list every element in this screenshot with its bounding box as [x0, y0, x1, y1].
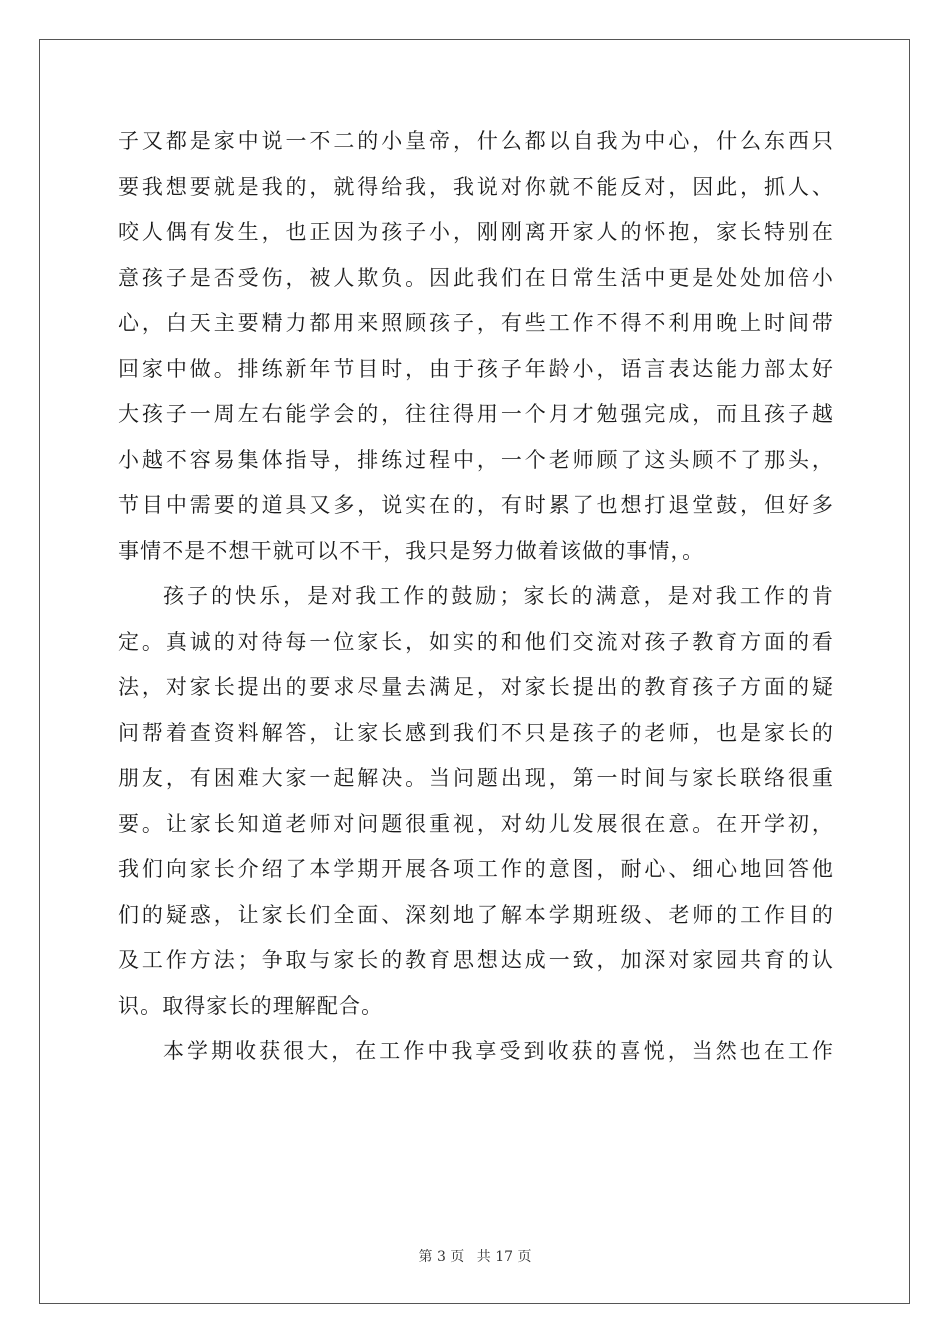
text-line: 意孩子是否受伤，被人欺负。因此我们在日常生活中更是处处加倍小 — [118, 265, 834, 290]
text-line: 法，对家长提出的要求尽量去满足，对家长提出的教育孩子方面的疑 — [118, 675, 834, 699]
text-line: 我们向家长介绍了本学期开展各项工作的意图，耐心、细心地回答他 — [118, 857, 834, 881]
page-footer — [0, 1246, 950, 1266]
text-line: 大孩子一周左右能学会的，往往得用一个月才勉强完成，而且孩子越 — [118, 402, 834, 426]
text-line: 朋友，有困难大家一起解决。当问题出现，第一时间与家长联络很重 — [118, 766, 834, 790]
page-number: 第 3 页 — [418, 1249, 465, 1265]
text-line: 要。让家长知道老师对问题很重视，对幼儿发展很在意。在开学初， — [118, 811, 834, 836]
text-line: 及工作方法；争取与家长的教育思想达成一致，加深对家园共育的认 — [118, 948, 834, 972]
text-line: 孩子的快乐，是对我工作的鼓励；家长的满意，是对我工作的肯 — [163, 584, 834, 608]
document-body — [118, 119, 834, 1075]
text-line: 识。取得家长的理解配合。 — [118, 993, 384, 1018]
text-line: 心，白天主要精力都用来照顾孩子，有些工作不得不利用晚上时间带 — [118, 311, 834, 335]
text-line: 要我想要就是我的，就得给我，我说对你就不能反对，因此，抓人、 — [118, 174, 834, 199]
text-line: 子又都是家中说一不二的小皇帝，什么都以自我为中心，什么东西只 — [118, 129, 834, 153]
paragraph-1 — [118, 119, 834, 574]
text-line: 节目中需要的道具又多，说实在的，有时累了也想打退堂鼓，但好多 — [118, 493, 834, 517]
text-line: 小越不容易集体指导，排练过程中，一个老师顾了这头顾不了那头， — [118, 447, 834, 472]
paragraph-3 — [118, 1029, 834, 1075]
page-total: 共 17 页 — [476, 1249, 532, 1265]
paragraph-2 — [118, 574, 834, 1029]
text-line: 们的疑惑，让家长们全面、深刻地了解本学期班级、老师的工作目的 — [118, 902, 834, 927]
text-line: 咬人偶有发生，也正因为孩子小，刚刚离开家人的怀抱，家长特别在 — [118, 220, 834, 244]
text-line: 定。真诚的对待每一位家长，如实的和他们交流对孩子教育方面的看 — [118, 629, 834, 654]
text-line: 本学期收获很大，在工作中我享受到收获的喜悦，当然也在工作 — [163, 1039, 834, 1063]
text-line: 回家中做。排练新年节目时，由于孩子年龄小，语言表达能力部太好 — [118, 356, 834, 381]
text-line: 问帮着查资料解答，让家长感到我们不只是孩子的老师，也是家长的 — [118, 720, 834, 745]
text-line: 事情不是不想干就可以不干，我只是努力做着该做的事情，。 — [118, 538, 705, 563]
